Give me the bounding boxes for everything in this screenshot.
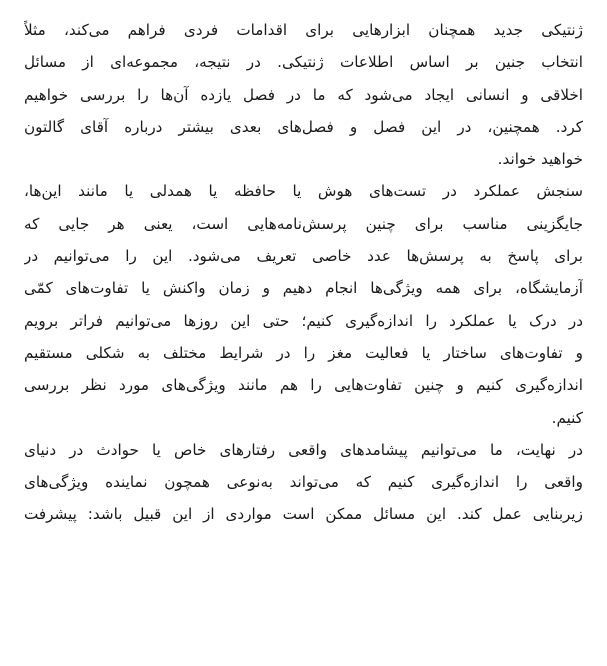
- text-line: و تفاوت‌های ساختار یا فعالیت مغز را در شرایط مختلف به شکلی مستقیم: [24, 343, 583, 362]
- text-line: اندازه‌گیری کنیم و چنین تفاوت‌هایی را هم مانند ویژگی‌های مورد نظر بررسی: [24, 376, 583, 395]
- paragraph-2: [24, 175, 583, 433]
- text-line: آزمایشگاه، برای همه ویژگی‌ها انجام دهیم و زمان واکنش یا تفاوت‌های کمّی: [24, 279, 583, 298]
- text-line: اخلاقی و انسانی ایجاد می‌شود که ما در فصل یازده آن‌ها را بررسی خواهیم: [24, 85, 583, 104]
- paragraph-3: [24, 434, 583, 531]
- text-line: در درک یا عملکرد را اندازه‌گیری کنیم؛ حتی این روزها می‌توانیم فراتر برویم: [24, 311, 583, 330]
- text-line: خواهید خواند.: [497, 150, 583, 169]
- text-line: سنجش عملکرد در تست‌های هوش یا حافظه یا همدلی یا مانند این‌ها،: [24, 182, 583, 201]
- text-line: ژنتیکی جدید همچنان ابزارهایی برای اقدامات فردی فراهم می‌کند، مثلاً: [24, 21, 583, 39]
- text-line: کنیم.: [551, 408, 583, 427]
- text-line: انتخاب جنین بر اساس اطلاعات ژنتیکی. در نتیجه، مجموعه‌ای از مسائل: [24, 53, 583, 72]
- text-line: برای پاسخ به پرسش‌ها عدد خاصی تعریف می‌شود. این را می‌توانیم در: [24, 247, 583, 266]
- text-line: واقعی را اندازه‌گیری کنیم که می‌تواند به‌نوعی همچون نماینده ویژگی‌های: [24, 473, 583, 492]
- text-line: در نهایت، ما می‌توانیم پیشامدهای واقعی رفتارهای خاص یا حوادث در دنیای: [24, 440, 583, 459]
- body-text: [24, 14, 583, 531]
- text-line: کرد. همچنین، در این فصل و فصل‌های بعدی بیشتر درباره آقای گالتون: [24, 117, 583, 136]
- text-line: جایگزینی مناسب برای چنین پرسش‌نامه‌هایی است، یعنی هر جایی که: [24, 214, 583, 233]
- paragraph-1: [24, 14, 583, 175]
- text-line: زیربنایی عمل کند. این مسائل ممکن است مواردی از این قبیل باشد: پیشرفت: [24, 505, 583, 524]
